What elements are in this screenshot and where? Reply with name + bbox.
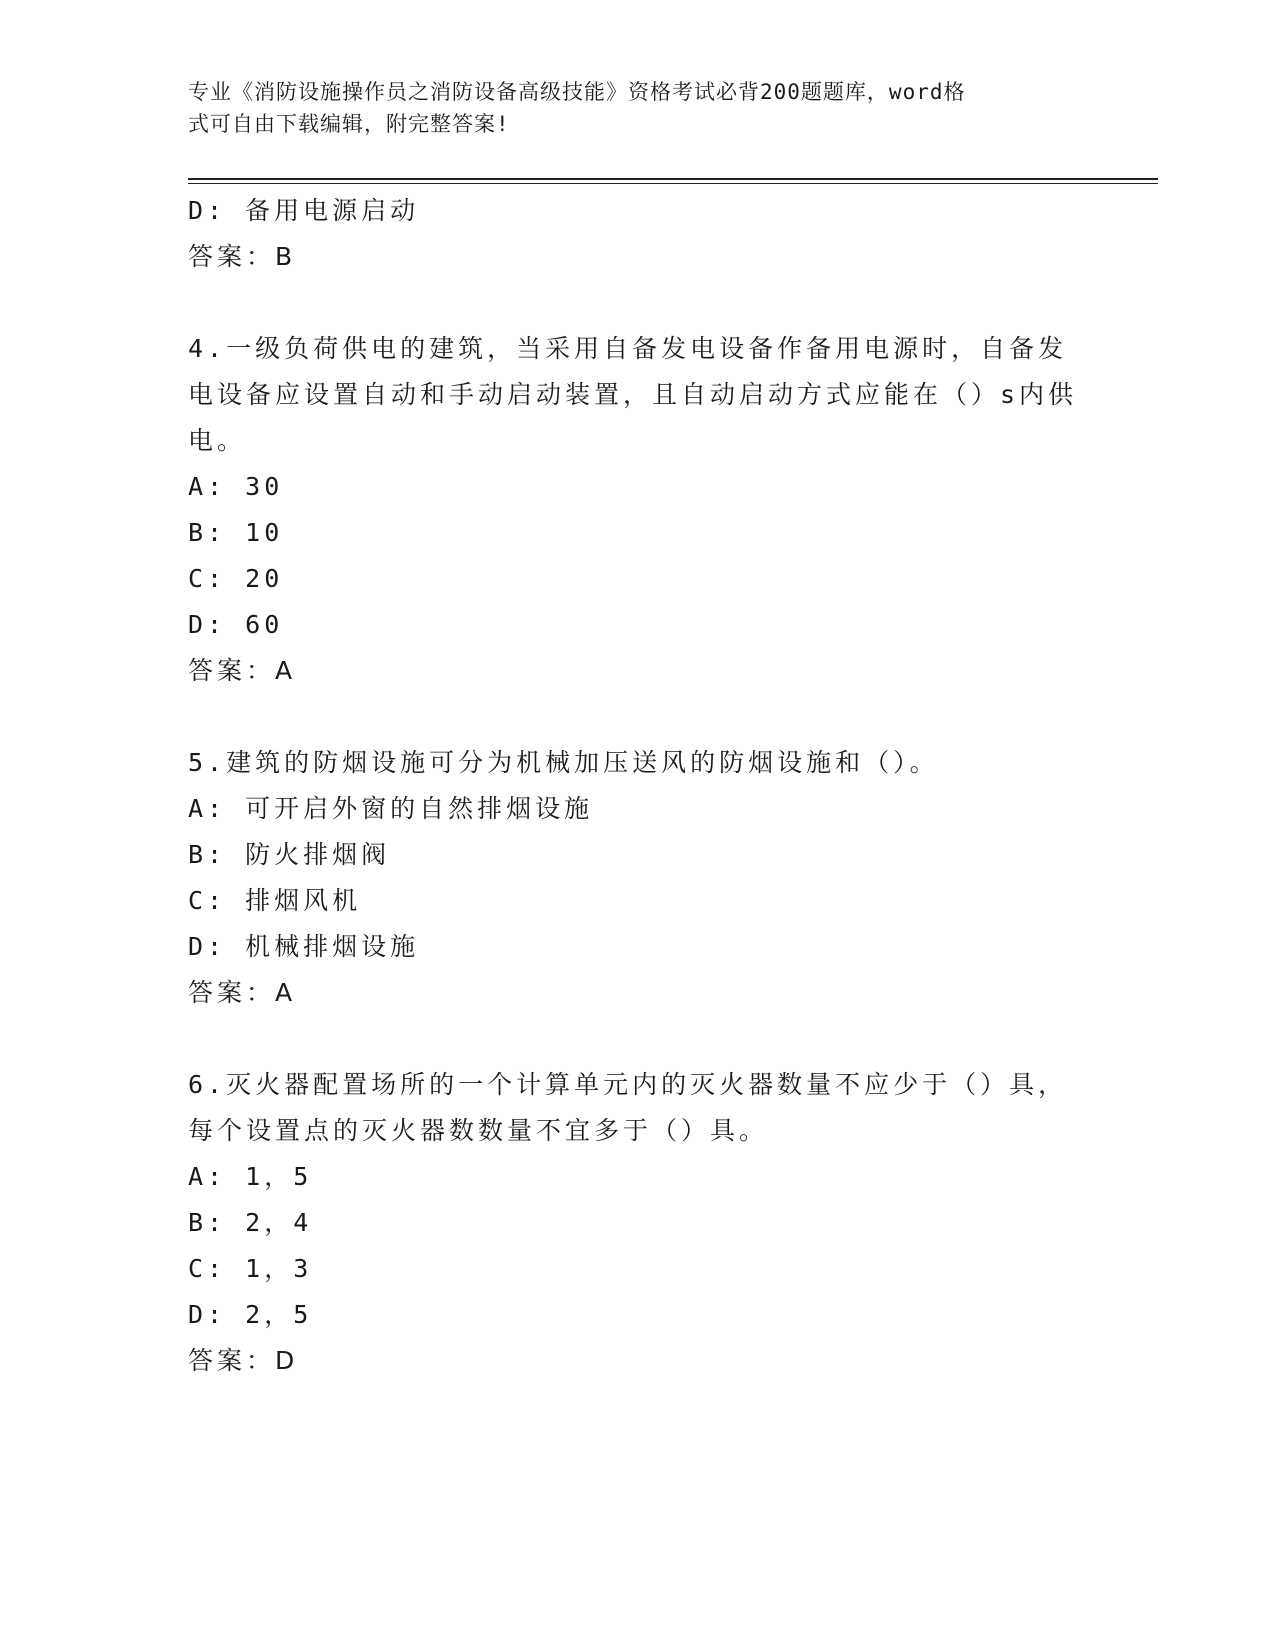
prev-answer: 答案：B (188, 242, 297, 271)
question-5-option-d: D: 机械排烟设施 (188, 932, 420, 961)
question-4-line-1: 4.一级负荷供电的建筑，当采用自备发电设备作备用电源时，自备发 (188, 334, 1068, 363)
question-4-option-d: D: 60 (188, 610, 284, 639)
question-4-option-b: B: 10 (188, 518, 284, 547)
spacer (188, 694, 1088, 740)
question-4-option-a: A: 30 (188, 472, 284, 501)
question-4-option-c: C: 20 (188, 564, 284, 593)
question-6-option-d: D: 2，5 (188, 1300, 313, 1329)
question-5-answer: 答案：A (188, 978, 297, 1007)
question-6-answer: 答案：D (188, 1346, 299, 1375)
prev-option-d: D: 备用电源启动 (188, 196, 420, 225)
question-5-line-1: 5.建筑的防烟设施可分为机械加压送风的防烟设施和（）。 (188, 748, 939, 777)
question-6-option-b: B: 2，4 (188, 1208, 313, 1237)
question-6-line-1: 6.灭火器配置场所的一个计算单元内的灭火器数量不应少于（）具， (188, 1070, 1068, 1099)
header-divider-thin (188, 183, 1158, 184)
header-divider-thick (188, 178, 1158, 180)
document-body (188, 188, 1088, 1384)
question-5-option-a: A: 可开启外窗的自然排烟设施 (188, 794, 594, 823)
question-4-line-2: 电设备应设置自动和手动启动装置，且自动启动方式应能在（）s内供 (188, 380, 1078, 409)
question-6-option-c: C: 1，3 (188, 1254, 313, 1283)
question-4-line-3: 电。 (188, 426, 247, 455)
question-6-line-2: 每个设置点的灭火器数数量不宜多于（）具。 (188, 1116, 769, 1145)
document-header (188, 76, 1068, 140)
question-6-option-a: A: 1，5 (188, 1162, 313, 1191)
question-4-answer: 答案：A (188, 656, 297, 685)
header-line-1: 专业《消防设施操作员之消防设备高级技能》资格考试必背200题题库，word格 (188, 80, 966, 104)
question-5-option-b: B: 防火排烟阀 (188, 840, 391, 869)
header-line-2: 式可自由下载编辑，附完整答案! (188, 112, 510, 136)
question-6 (188, 1062, 1088, 1384)
question-5-option-c: C: 排烟风机 (188, 886, 362, 915)
spacer (188, 280, 1088, 326)
question-5 (188, 740, 1088, 1016)
question-4 (188, 326, 1088, 694)
spacer (188, 1016, 1088, 1062)
